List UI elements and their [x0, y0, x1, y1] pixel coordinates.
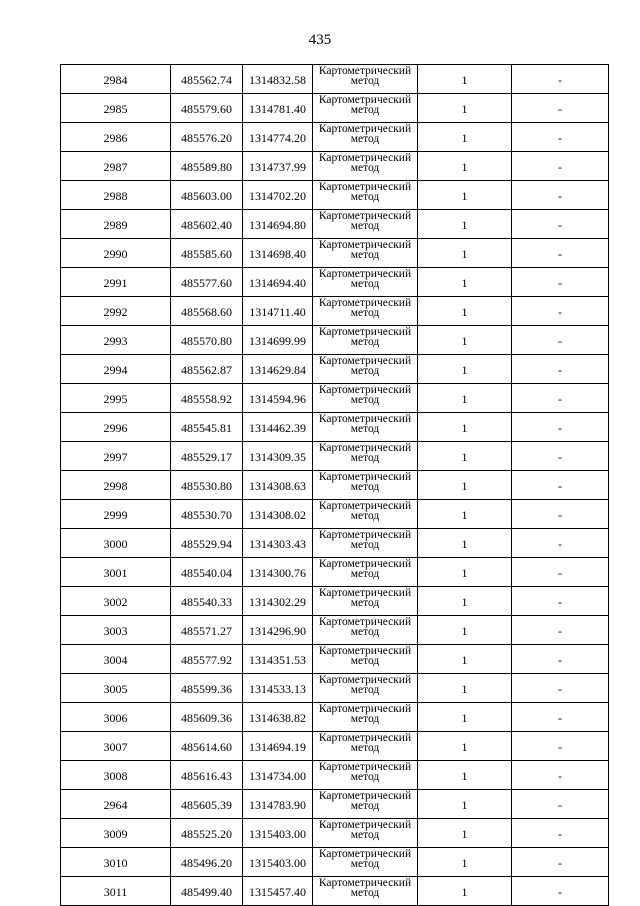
- method-line-2: метод: [350, 800, 380, 812]
- method-line-1: Картометрический: [318, 790, 412, 802]
- method-line-1: Картометрический: [318, 877, 412, 889]
- method-cell: [313, 65, 418, 94]
- accuracy-cell: 1: [418, 761, 512, 790]
- x-coordinate-cell: 485577.92: [171, 645, 243, 674]
- method-line-2: метод: [350, 307, 380, 319]
- method-line-2: метод: [350, 829, 380, 841]
- x-coordinate-cell: 485605.39: [171, 790, 243, 819]
- x-coordinate-cell: 485603.00: [171, 181, 243, 210]
- method-line-2: метод: [350, 162, 380, 174]
- table-row: [61, 674, 609, 703]
- note-cell: -: [512, 558, 609, 587]
- method-line-1: Картометрический: [318, 152, 412, 164]
- table-row: [61, 616, 609, 645]
- x-coordinate-cell: 485529.94: [171, 529, 243, 558]
- y-coordinate-cell: 1314702.20: [243, 181, 313, 210]
- note-cell: -: [512, 268, 609, 297]
- method-line-2: метод: [350, 626, 380, 638]
- y-coordinate-cell: 1314694.19: [243, 732, 313, 761]
- method-line-2: метод: [350, 481, 380, 493]
- accuracy-cell: 1: [418, 558, 512, 587]
- x-coordinate-cell: 485562.74: [171, 65, 243, 94]
- method-cell: [313, 123, 418, 152]
- y-coordinate-cell: 1315403.00: [243, 819, 313, 848]
- note-cell: -: [512, 587, 609, 616]
- method-cell: [313, 790, 418, 819]
- method-line-1: Картометрический: [318, 413, 412, 425]
- x-coordinate-cell: 485570.80: [171, 326, 243, 355]
- method-cell: [313, 529, 418, 558]
- y-coordinate-cell: 1314302.29: [243, 587, 313, 616]
- point-number-cell: 3009: [61, 819, 171, 848]
- method-line-2: метод: [350, 655, 380, 667]
- accuracy-cell: 1: [418, 529, 512, 558]
- point-number-cell: 3003: [61, 616, 171, 645]
- x-coordinate-cell: 485540.04: [171, 558, 243, 587]
- table-row: [61, 152, 609, 181]
- table-body: [61, 65, 609, 906]
- accuracy-cell: 1: [418, 181, 512, 210]
- method-line-2: метод: [350, 336, 380, 348]
- accuracy-cell: 1: [418, 384, 512, 413]
- method-cell: [313, 848, 418, 877]
- page-number: 435: [308, 32, 332, 48]
- note-cell: -: [512, 152, 609, 181]
- y-coordinate-cell: 1314462.39: [243, 413, 313, 442]
- method-line-2: метод: [350, 568, 380, 580]
- accuracy-cell: 1: [418, 123, 512, 152]
- y-coordinate-cell: 1314711.40: [243, 297, 313, 326]
- method-line-1: Картометрический: [318, 674, 412, 686]
- method-line-2: метод: [350, 742, 380, 754]
- accuracy-cell: 1: [418, 326, 512, 355]
- method-line-1: Картометрический: [318, 326, 412, 338]
- x-coordinate-cell: 485599.36: [171, 674, 243, 703]
- method-cell: [313, 268, 418, 297]
- method-cell: [313, 587, 418, 616]
- x-coordinate-cell: 485609.36: [171, 703, 243, 732]
- y-coordinate-cell: 1314308.63: [243, 471, 313, 500]
- method-line-1: Картометрический: [318, 616, 412, 628]
- table-row: [61, 123, 609, 152]
- x-coordinate-cell: 485602.40: [171, 210, 243, 239]
- point-number-cell: 2994: [61, 355, 171, 384]
- method-cell: [313, 471, 418, 500]
- y-coordinate-cell: 1315403.00: [243, 848, 313, 877]
- point-number-cell: 2987: [61, 152, 171, 181]
- x-coordinate-cell: 485530.80: [171, 471, 243, 500]
- table-row: [61, 94, 609, 123]
- note-cell: -: [512, 761, 609, 790]
- accuracy-cell: 1: [418, 94, 512, 123]
- table-row: [61, 732, 609, 761]
- point-number-cell: 2991: [61, 268, 171, 297]
- method-line-2: метод: [350, 423, 380, 435]
- note-cell: -: [512, 732, 609, 761]
- method-line-2: метод: [350, 133, 380, 145]
- table-row: [61, 65, 609, 94]
- accuracy-cell: 1: [418, 268, 512, 297]
- method-line-2: метод: [350, 75, 380, 87]
- method-cell: [313, 297, 418, 326]
- point-number-cell: 2996: [61, 413, 171, 442]
- accuracy-cell: 1: [418, 413, 512, 442]
- accuracy-cell: 1: [418, 848, 512, 877]
- method-line-1: Картометрический: [318, 239, 412, 251]
- method-cell: [313, 94, 418, 123]
- x-coordinate-cell: 485558.92: [171, 384, 243, 413]
- accuracy-cell: 1: [418, 732, 512, 761]
- method-line-1: Картометрический: [318, 558, 412, 570]
- point-number-cell: 3011: [61, 877, 171, 906]
- method-line-2: метод: [350, 597, 380, 609]
- method-line-2: метод: [350, 104, 380, 116]
- table-row: [61, 413, 609, 442]
- accuracy-cell: 1: [418, 297, 512, 326]
- table-row: [61, 500, 609, 529]
- point-number-cell: 2998: [61, 471, 171, 500]
- method-line-2: метод: [350, 191, 380, 203]
- method-line-2: метод: [350, 220, 380, 232]
- note-cell: -: [512, 442, 609, 471]
- table-row: [61, 761, 609, 790]
- method-line-1: Картометрический: [318, 587, 412, 599]
- method-line-1: Картометрический: [318, 384, 412, 396]
- y-coordinate-cell: 1314694.40: [243, 268, 313, 297]
- x-coordinate-cell: 485585.60: [171, 239, 243, 268]
- method-line-1: Картометрический: [318, 268, 412, 280]
- method-line-1: Картометрический: [318, 732, 412, 744]
- note-cell: -: [512, 181, 609, 210]
- x-coordinate-cell: 485576.20: [171, 123, 243, 152]
- table-row: [61, 471, 609, 500]
- y-coordinate-cell: 1314308.02: [243, 500, 313, 529]
- method-cell: [313, 210, 418, 239]
- table-row: [61, 587, 609, 616]
- method-line-1: Картометрический: [318, 645, 412, 657]
- note-cell: -: [512, 384, 609, 413]
- method-line-1: Картометрический: [318, 181, 412, 193]
- point-number-cell: 3010: [61, 848, 171, 877]
- method-line-1: Картометрический: [318, 65, 412, 77]
- method-line-1: Картометрический: [318, 761, 412, 773]
- y-coordinate-cell: 1314832.58: [243, 65, 313, 94]
- point-number-cell: 2964: [61, 790, 171, 819]
- method-line-2: метод: [350, 365, 380, 377]
- table-row: [61, 181, 609, 210]
- x-coordinate-cell: 485579.60: [171, 94, 243, 123]
- method-line-2: метод: [350, 510, 380, 522]
- note-cell: -: [512, 355, 609, 384]
- note-cell: -: [512, 529, 609, 558]
- method-line-1: Картометрический: [318, 529, 412, 541]
- point-number-cell: 2986: [61, 123, 171, 152]
- method-line-2: метод: [350, 249, 380, 261]
- note-cell: -: [512, 848, 609, 877]
- method-line-1: Картометрический: [318, 442, 412, 454]
- note-cell: -: [512, 645, 609, 674]
- note-cell: -: [512, 413, 609, 442]
- method-cell: [313, 732, 418, 761]
- table-row: [61, 297, 609, 326]
- method-line-1: Картометрический: [318, 819, 412, 831]
- method-cell: [313, 500, 418, 529]
- table-row: [61, 529, 609, 558]
- point-number-cell: 2995: [61, 384, 171, 413]
- x-coordinate-cell: 485614.60: [171, 732, 243, 761]
- method-line-2: метод: [350, 278, 380, 290]
- accuracy-cell: 1: [418, 471, 512, 500]
- point-number-cell: 3005: [61, 674, 171, 703]
- method-line-1: Картометрический: [318, 94, 412, 106]
- table-row: [61, 268, 609, 297]
- y-coordinate-cell: 1314309.35: [243, 442, 313, 471]
- x-coordinate-cell: 485499.40: [171, 877, 243, 906]
- table-row: [61, 703, 609, 732]
- point-number-cell: 2999: [61, 500, 171, 529]
- table-row: [61, 210, 609, 239]
- method-line-1: Картометрический: [318, 848, 412, 860]
- y-coordinate-cell: 1314737.99: [243, 152, 313, 181]
- accuracy-cell: 1: [418, 442, 512, 471]
- accuracy-cell: 1: [418, 152, 512, 181]
- y-coordinate-cell: 1315457.40: [243, 877, 313, 906]
- method-cell: [313, 674, 418, 703]
- point-number-cell: 2993: [61, 326, 171, 355]
- method-cell: [313, 558, 418, 587]
- point-number-cell: 3002: [61, 587, 171, 616]
- method-cell: [313, 413, 418, 442]
- method-line-2: метод: [350, 713, 380, 725]
- method-line-1: Картометрический: [318, 471, 412, 483]
- table-row: [61, 326, 609, 355]
- accuracy-cell: 1: [418, 616, 512, 645]
- y-coordinate-cell: 1314629.84: [243, 355, 313, 384]
- accuracy-cell: 1: [418, 819, 512, 848]
- accuracy-cell: 1: [418, 790, 512, 819]
- note-cell: -: [512, 616, 609, 645]
- method-cell: [313, 355, 418, 384]
- x-coordinate-cell: 485545.81: [171, 413, 243, 442]
- y-coordinate-cell: 1314698.40: [243, 239, 313, 268]
- y-coordinate-cell: 1314783.90: [243, 790, 313, 819]
- accuracy-cell: 1: [418, 65, 512, 94]
- method-line-2: метод: [350, 771, 380, 783]
- method-cell: [313, 819, 418, 848]
- x-coordinate-cell: 485496.20: [171, 848, 243, 877]
- point-number-cell: 2984: [61, 65, 171, 94]
- method-cell: [313, 239, 418, 268]
- method-cell: [313, 703, 418, 732]
- method-line-1: Картометрический: [318, 500, 412, 512]
- point-number-cell: 2989: [61, 210, 171, 239]
- note-cell: -: [512, 703, 609, 732]
- table-row: [61, 384, 609, 413]
- method-line-2: метод: [350, 394, 380, 406]
- note-cell: -: [512, 790, 609, 819]
- method-cell: [313, 152, 418, 181]
- x-coordinate-cell: 485571.27: [171, 616, 243, 645]
- method-line-1: Картометрический: [318, 703, 412, 715]
- y-coordinate-cell: 1314774.20: [243, 123, 313, 152]
- table-row: [61, 645, 609, 674]
- method-cell: [313, 761, 418, 790]
- point-number-cell: 2988: [61, 181, 171, 210]
- point-number-cell: 3008: [61, 761, 171, 790]
- table-row: [61, 819, 609, 848]
- table-row: [61, 239, 609, 268]
- method-line-1: Картометрический: [318, 297, 412, 309]
- method-line-2: метод: [350, 887, 380, 899]
- x-coordinate-cell: 485577.60: [171, 268, 243, 297]
- y-coordinate-cell: 1314533.13: [243, 674, 313, 703]
- x-coordinate-cell: 485540.33: [171, 587, 243, 616]
- method-cell: [313, 442, 418, 471]
- x-coordinate-cell: 485529.17: [171, 442, 243, 471]
- note-cell: -: [512, 210, 609, 239]
- note-cell: -: [512, 500, 609, 529]
- method-cell: [313, 877, 418, 906]
- accuracy-cell: 1: [418, 355, 512, 384]
- table-row: [61, 558, 609, 587]
- accuracy-cell: 1: [418, 210, 512, 239]
- table-row: [61, 848, 609, 877]
- method-line-2: метод: [350, 684, 380, 696]
- accuracy-cell: 1: [418, 239, 512, 268]
- x-coordinate-cell: 485530.70: [171, 500, 243, 529]
- accuracy-cell: 1: [418, 500, 512, 529]
- method-line-1: Картометрический: [318, 123, 412, 135]
- point-number-cell: 3000: [61, 529, 171, 558]
- note-cell: -: [512, 326, 609, 355]
- note-cell: -: [512, 239, 609, 268]
- y-coordinate-cell: 1314303.43: [243, 529, 313, 558]
- y-coordinate-cell: 1314694.80: [243, 210, 313, 239]
- x-coordinate-cell: 485525.20: [171, 819, 243, 848]
- method-cell: [313, 645, 418, 674]
- y-coordinate-cell: 1314351.53: [243, 645, 313, 674]
- method-cell: [313, 181, 418, 210]
- method-cell: [313, 326, 418, 355]
- method-line-2: метод: [350, 539, 380, 551]
- note-cell: -: [512, 65, 609, 94]
- method-line-1: Картометрический: [318, 355, 412, 367]
- point-number-cell: 3001: [61, 558, 171, 587]
- point-number-cell: 2992: [61, 297, 171, 326]
- method-cell: [313, 616, 418, 645]
- coordinates-table: [60, 64, 609, 906]
- table-row: [61, 877, 609, 906]
- y-coordinate-cell: 1314296.90: [243, 616, 313, 645]
- accuracy-cell: 1: [418, 645, 512, 674]
- method-cell: [313, 384, 418, 413]
- note-cell: -: [512, 123, 609, 152]
- y-coordinate-cell: 1314699.99: [243, 326, 313, 355]
- y-coordinate-cell: 1314781.40: [243, 94, 313, 123]
- accuracy-cell: 1: [418, 587, 512, 616]
- point-number-cell: 2985: [61, 94, 171, 123]
- note-cell: -: [512, 471, 609, 500]
- method-line-1: Картометрический: [318, 210, 412, 222]
- point-number-cell: 2997: [61, 442, 171, 471]
- note-cell: -: [512, 94, 609, 123]
- note-cell: -: [512, 877, 609, 906]
- point-number-cell: 2990: [61, 239, 171, 268]
- table-row: [61, 355, 609, 384]
- y-coordinate-cell: 1314638.82: [243, 703, 313, 732]
- method-line-2: метод: [350, 858, 380, 870]
- y-coordinate-cell: 1314734.00: [243, 761, 313, 790]
- point-number-cell: 3007: [61, 732, 171, 761]
- table-row: [61, 790, 609, 819]
- y-coordinate-cell: 1314300.76: [243, 558, 313, 587]
- x-coordinate-cell: 485616.43: [171, 761, 243, 790]
- accuracy-cell: 1: [418, 877, 512, 906]
- note-cell: -: [512, 297, 609, 326]
- x-coordinate-cell: 485568.60: [171, 297, 243, 326]
- point-number-cell: 3006: [61, 703, 171, 732]
- accuracy-cell: 1: [418, 703, 512, 732]
- x-coordinate-cell: 485589.80: [171, 152, 243, 181]
- note-cell: -: [512, 674, 609, 703]
- x-coordinate-cell: 485562.87: [171, 355, 243, 384]
- table-row: [61, 442, 609, 471]
- note-cell: -: [512, 819, 609, 848]
- method-line-2: метод: [350, 452, 380, 464]
- y-coordinate-cell: 1314594.96: [243, 384, 313, 413]
- point-number-cell: 3004: [61, 645, 171, 674]
- accuracy-cell: 1: [418, 674, 512, 703]
